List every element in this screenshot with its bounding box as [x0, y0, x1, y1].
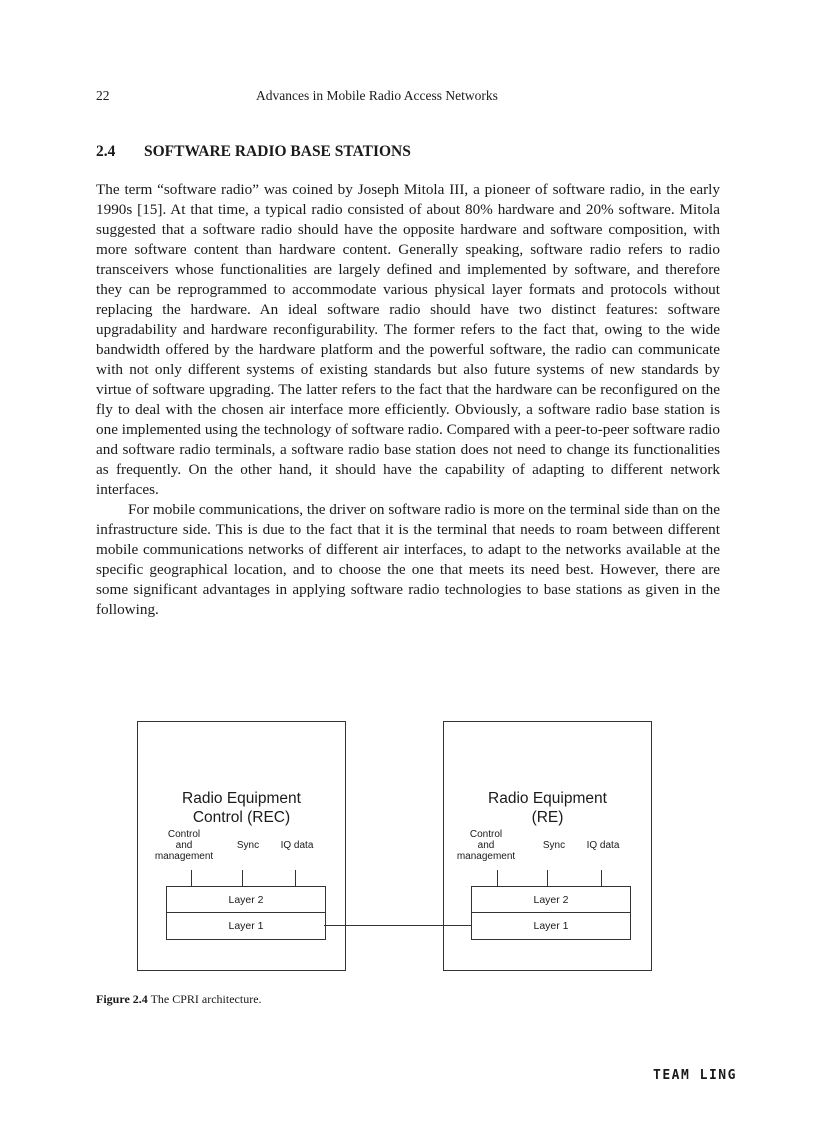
rec-signal-sync: Sync	[236, 840, 260, 851]
label-line: management	[154, 851, 214, 862]
label-line: Control	[469, 829, 503, 840]
rec-box	[137, 721, 346, 971]
section-number: 2.4	[96, 143, 116, 160]
rec-layer1: Layer 1	[166, 912, 326, 940]
rec-tick-control	[191, 870, 192, 887]
re-tick-sync	[547, 870, 548, 887]
cpri-link-line	[324, 925, 471, 926]
label-line: and	[477, 840, 495, 851]
section-title: SOFTWARE RADIO BASE STATIONS	[144, 143, 411, 160]
figure-caption	[96, 992, 262, 1007]
re-box	[443, 721, 652, 971]
re-layer2: Layer 2	[471, 886, 631, 913]
re-signal-sync: Sync	[542, 840, 566, 851]
caption-text: The CPRI architecture.	[147, 992, 262, 1006]
rec-tick-sync	[242, 870, 243, 887]
rec-layer2: Layer 2	[166, 886, 326, 913]
re-signal-iq: IQ data	[586, 840, 620, 851]
rec-title-line1: Radio Equipment	[182, 790, 301, 807]
rec-signal-control	[144, 829, 224, 862]
re-signal-control	[446, 829, 526, 862]
book-title: Advances in Mobile Radio Access Networks	[256, 88, 498, 103]
label-line: and	[175, 840, 193, 851]
rec-signal-iq: IQ data	[280, 840, 314, 851]
paragraph: For mobile communications, the driver on software radio is more on the terminal side than on the infrastructure side. This is due to the fact that it is the terminal that needs to roam between different mobile communications networks of different air interfaces, to adapt to the networks available at the specific geographical location, and to choose the one that meets its need best. However, there are some significant advantages in applying software radio technologies to base stations as given in the following.	[96, 501, 720, 618]
page-number: 22	[96, 88, 110, 103]
caption-label: Figure 2.4	[96, 992, 148, 1006]
re-tick-control	[497, 870, 498, 887]
rec-tick-iq	[295, 870, 296, 887]
rec-title-line2: Control (REC)	[192, 809, 291, 826]
paragraph: The term “software radio” was coined by Joseph Mitola III, a pioneer of software radio, in the early 1990s [15]. At that time, a typical radio consisted of about 80% hardware and 20% software. Mitola suggested that a software radio should have the opposite hardware and software composition, with more software content than hardware content. Generally speaking, software radio refers to radio transceivers whose functionalities are largely defined and implemented by software, and therefore they can be reprogrammed to accommodate various physical layer formats and protocols without replacing the hardware. An ideal software radio should have two distinct features: software upgradability and hardware reconfigurability. The former refers to the fact that, owing to the wide bandwidth offered by the hardware platform and the powerful software, the radio can communicate with not only different systems of existing standards but also future systems of new standards by virtue of software upgrading. The latter refers to the fact that the hardware can be reconfigured on the fly to deal with the chosen air interface more efficiently. Obviously, a software radio base station is one implemented using the technology of software radio. Compared with a peer-to-peer software radio and software radio terminals, a software radio base station does not need to change its functionalities as frequently. On the other hand, it should have the capability of adapting to different network interfaces.	[96, 181, 720, 498]
watermark: TEAM LING	[653, 1068, 737, 1083]
re-tick-iq	[601, 870, 602, 887]
label-line: management	[456, 851, 516, 862]
rec-title	[138, 789, 345, 827]
label-line: Control	[167, 829, 201, 840]
body-text	[96, 180, 720, 620]
re-layer1: Layer 1	[471, 912, 631, 940]
re-title-line2: (RE)	[531, 809, 564, 826]
section-heading	[96, 143, 411, 161]
re-title	[444, 789, 651, 827]
re-title-line1: Radio Equipment	[488, 790, 607, 807]
